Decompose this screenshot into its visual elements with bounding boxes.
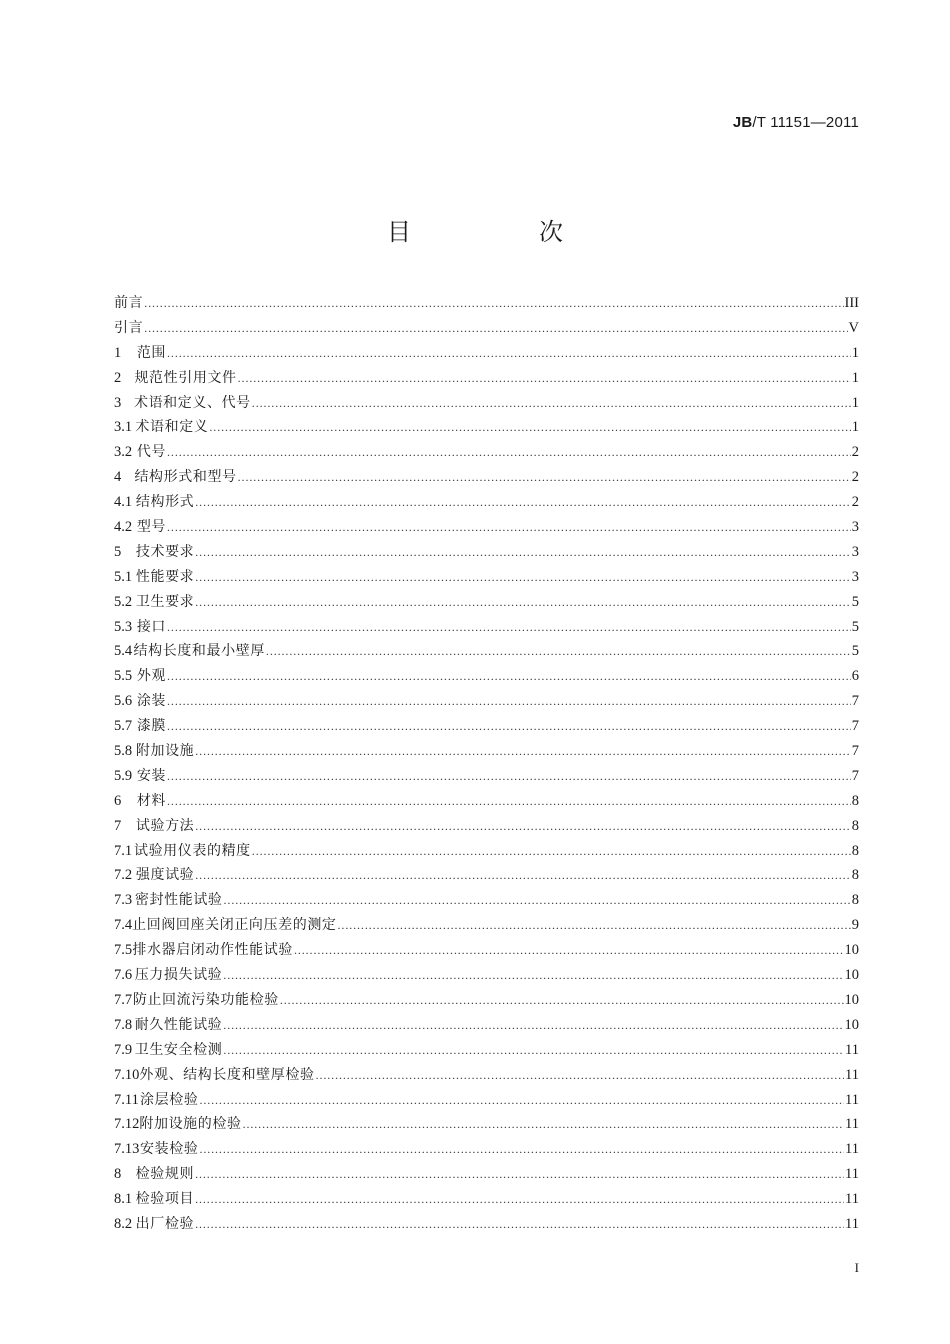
toc-entry[interactable] [114, 739, 859, 764]
toc-entry[interactable] [114, 1112, 859, 1137]
toc-entry-number: 5.6 [114, 693, 133, 710]
toc-entry-title: 漆膜 [136, 718, 167, 735]
toc-dot-leader [238, 366, 851, 391]
toc-entry-title: 耐久性能试验 [134, 1016, 223, 1033]
toc-entry-page: 8 [851, 867, 859, 884]
toc-entry[interactable] [114, 664, 859, 689]
toc-entry-title: 压力损失试验 [134, 967, 223, 984]
toc-entry-title: 材料 [136, 792, 167, 809]
toc-dot-leader [195, 739, 850, 764]
toc-dot-leader [144, 316, 847, 341]
toc-entry-number: 4.2 [114, 519, 133, 536]
toc-entry-title: 术语和定义 [135, 419, 209, 436]
toc-entry-title: 技术要求 [135, 543, 195, 560]
toc-dot-leader [195, 565, 850, 590]
toc-entry-page: 11 [845, 1141, 859, 1158]
toc-dot-leader [167, 515, 851, 540]
toc-entry-number: 7.1 [114, 842, 133, 859]
toc-dot-leader [167, 440, 851, 465]
toc-entry[interactable] [114, 1162, 859, 1187]
toc-entry-page: V [848, 319, 859, 336]
toc-entry-number: 7.13 [114, 1141, 140, 1158]
toc-entry-number: 5.3 [114, 618, 133, 635]
toc-entry-title: 结构形式和型号 [134, 469, 237, 486]
toc-entry[interactable] [114, 863, 859, 888]
toc-dot-leader [167, 664, 851, 689]
toc-entry-page: 8 [851, 792, 859, 809]
toc-entry-title: 密封性能试验 [134, 892, 223, 909]
toc-dot-leader [266, 639, 851, 664]
toc-entry-number: 5.5 [114, 668, 133, 685]
toc-entry[interactable] [114, 764, 859, 789]
toc-entry-title: 外观、结构长度和壁厚检验 [139, 1066, 315, 1083]
toc-entry-page: 11 [845, 1215, 859, 1232]
toc-entry-title: 强度试验 [135, 867, 195, 884]
toc-entry-page: 1 [851, 344, 859, 361]
toc-entry[interactable] [114, 540, 859, 565]
toc-entry-number: 5.8 [114, 743, 133, 760]
toc-entry-number: 5.1 [114, 568, 133, 585]
toc-dot-leader [243, 1112, 844, 1137]
toc-entry[interactable] [114, 490, 859, 515]
toc-dot-leader [223, 1013, 843, 1038]
toc-dot-leader [195, 490, 850, 515]
toc-entry-number: 5.9 [114, 767, 133, 784]
toc-entry-number: 3.1 [114, 419, 133, 436]
toc-entry-title: 附加设施的检验 [139, 1116, 242, 1133]
toc-entry-page: 10 [844, 942, 859, 959]
toc-entry-title: 涂装 [136, 693, 167, 710]
toc-dot-leader [195, 1212, 844, 1237]
toc-entry-number: 3.2 [114, 444, 133, 461]
toc-entry-page: 5 [851, 618, 859, 635]
toc-entry-number: 7.11 [114, 1091, 139, 1108]
toc-entry-number: 4 [114, 469, 122, 486]
toc-entry-title: 性能要求 [135, 568, 195, 585]
toc-entry[interactable] [114, 888, 859, 913]
toc-entry-page: 5 [851, 593, 859, 610]
toc-entry[interactable] [114, 615, 859, 640]
toc-entry-title: 引言 [114, 319, 144, 336]
toc-entry-number: 7.12 [114, 1116, 140, 1133]
toc-entry-page: 1 [851, 394, 859, 411]
toc-dot-leader [195, 1162, 844, 1187]
toc-entry-title: 附加设施 [135, 743, 195, 760]
toc-entry-page: 1 [851, 369, 859, 386]
toc-title: 目 次 [387, 218, 615, 246]
toc-entry-title: 范围 [136, 344, 167, 361]
toc-dot-leader [252, 839, 851, 864]
toc-entry-page: 3 [851, 568, 859, 585]
toc-entry-title: 代号 [136, 444, 167, 461]
toc-entry-number: 7.8 [114, 1016, 133, 1033]
toc-entry-page: 11 [845, 1066, 859, 1083]
toc-entry-page: 3 [851, 543, 859, 560]
toc-entry[interactable] [114, 714, 859, 739]
toc-entry-page: 8 [851, 892, 859, 909]
toc-entry-number: 7.10 [114, 1066, 140, 1083]
toc-entry[interactable] [114, 938, 859, 963]
toc-entry-title: 防止回流污染功能检验 [132, 991, 279, 1008]
toc-entry-page: 8 [851, 817, 859, 834]
toc-entry-number: 6 [114, 792, 122, 809]
toc-dot-leader [195, 1187, 844, 1212]
toc-dot-leader [280, 988, 844, 1013]
toc-entry[interactable] [114, 1212, 859, 1237]
toc-entry-number: 5.2 [114, 593, 133, 610]
toc-dot-leader [209, 415, 850, 440]
toc-entry-title: 安装检验 [140, 1141, 199, 1158]
toc-entry[interactable] [114, 465, 859, 490]
toc-entry[interactable] [114, 689, 859, 714]
toc-entry[interactable] [114, 440, 859, 465]
toc-dot-leader [224, 888, 851, 913]
toc-entry-number: 5 [114, 543, 122, 560]
toc-entry-title: 涂层检验 [140, 1091, 199, 1108]
toc-entry-title: 型号 [136, 519, 167, 536]
toc-entry-page: 11 [845, 1091, 859, 1108]
toc-dot-leader [223, 963, 843, 988]
toc-dot-leader [294, 938, 844, 963]
toc-entry-title: 止回阀回座关闭正向压差的测定 [132, 917, 337, 934]
toc-entry[interactable] [114, 565, 859, 590]
toc-entry[interactable] [114, 913, 859, 938]
toc-dot-leader [167, 341, 851, 366]
toc-entry[interactable] [114, 316, 859, 341]
toc-entry[interactable] [114, 789, 859, 814]
toc-dot-leader [199, 1088, 844, 1113]
toc-entry[interactable] [114, 814, 859, 839]
toc-entry[interactable] [114, 1187, 859, 1212]
toc-entry-title: 结构长度和最小壁厚 [133, 643, 265, 660]
toc-entry-title: 试验方法 [135, 817, 195, 834]
toc-entry-title: 检验规则 [135, 1166, 195, 1183]
toc-entry-number: 3 [114, 394, 122, 411]
toc-entry-page: 10 [844, 1016, 859, 1033]
page-number: I [854, 1260, 859, 1275]
toc-entry[interactable] [114, 1137, 859, 1162]
toc-entry-page: 7 [851, 767, 859, 784]
toc-entry[interactable] [114, 1013, 859, 1038]
standard-code-prefix: JB [732, 114, 753, 131]
toc-entry-title: 结构形式 [135, 494, 195, 511]
toc-dot-leader [195, 540, 850, 565]
toc-dot-leader [195, 814, 850, 839]
toc-entry-title: 术语和定义、代号 [133, 394, 251, 411]
toc-entry-page: 10 [844, 967, 859, 984]
toc-entry-title: 规范性引用文件 [134, 369, 237, 386]
toc-entry-number: 5.7 [114, 718, 133, 735]
toc-entry-title: 出厂检验 [135, 1215, 195, 1232]
toc-dot-leader [238, 465, 851, 490]
toc-entry-number: 8 [114, 1166, 122, 1183]
toc-entry-number: 7.7 [114, 991, 133, 1008]
toc-entry-number: 8.2 [114, 1215, 133, 1232]
toc-entry-title: 试验用仪表的精度 [133, 842, 251, 859]
toc-entry-number: 8.1 [114, 1191, 133, 1208]
toc-entry-number: 1 [114, 344, 122, 361]
toc-dot-leader [252, 391, 851, 416]
toc-entry[interactable] [114, 391, 859, 416]
toc-entry-page: 2 [851, 444, 859, 461]
toc-dot-leader [195, 863, 850, 888]
toc-entry-page: 1 [851, 419, 859, 436]
toc-dot-leader [199, 1137, 844, 1162]
toc-entry-title: 排水器启闭动作性能试验 [132, 942, 293, 959]
toc-entry-number: 7.4 [114, 917, 133, 934]
toc-entry-page: 5 [851, 643, 859, 660]
toc-entry-title: 前言 [114, 295, 144, 311]
toc-entry-number: 7.9 [114, 1041, 133, 1058]
toc-entry-page: 11 [845, 1191, 859, 1208]
toc-entry-number: 4.1 [114, 494, 133, 511]
toc-entry[interactable] [114, 366, 859, 391]
toc-entry-page: III [844, 295, 859, 311]
toc-dot-leader [167, 764, 851, 789]
toc-entry[interactable] [114, 963, 859, 988]
toc-entry-page: 8 [851, 842, 859, 859]
toc-entry-number: 7.6 [114, 967, 133, 984]
toc-entry-page: 3 [851, 519, 859, 536]
toc-dot-leader [167, 714, 851, 739]
toc-entry[interactable] [114, 415, 859, 440]
toc-entry[interactable] [114, 839, 859, 864]
toc-entry[interactable] [114, 1063, 859, 1088]
toc-entry[interactable] [114, 1038, 859, 1063]
toc-entry-title: 卫生要求 [135, 593, 195, 610]
toc-entry-page: 11 [845, 1166, 859, 1183]
toc-entry-title: 接口 [136, 618, 167, 635]
toc-entry[interactable] [114, 1088, 859, 1113]
toc-entry-page: 2 [851, 469, 859, 486]
toc-dot-leader [167, 615, 851, 640]
table-of-contents [114, 291, 859, 1237]
toc-entry-number: 5.4 [114, 643, 133, 660]
toc-entry[interactable] [114, 515, 859, 540]
toc-entry-number: 7.5 [114, 942, 133, 959]
toc-entry-page: 7 [851, 743, 859, 760]
toc-dot-leader [167, 689, 851, 714]
toc-entry[interactable] [114, 291, 859, 316]
toc-entry-page: 7 [851, 718, 859, 735]
toc-entry-page: 7 [851, 693, 859, 710]
toc-entry[interactable] [114, 590, 859, 615]
toc-entry-title: 检验项目 [135, 1191, 195, 1208]
standard-code [733, 114, 859, 131]
toc-dot-leader [316, 1063, 844, 1088]
toc-entry[interactable] [114, 341, 859, 366]
toc-entry-page: 11 [845, 1116, 859, 1133]
standard-code-suffix: /T 11151—2011 [752, 114, 859, 131]
toc-dot-leader [167, 789, 851, 814]
toc-entry-number: 7.2 [114, 867, 133, 884]
toc-entry[interactable] [114, 639, 859, 664]
toc-entry-title: 安装 [136, 767, 167, 784]
toc-dot-leader [195, 590, 850, 615]
toc-dot-leader [144, 291, 843, 316]
toc-dot-leader [338, 913, 851, 938]
toc-entry-number: 2 [114, 369, 122, 386]
toc-entry-page: 11 [845, 1041, 859, 1058]
toc-entry[interactable] [114, 988, 859, 1013]
toc-entry-page: 10 [844, 991, 859, 1008]
toc-entry-page: 6 [851, 668, 859, 685]
toc-entry-title: 外观 [136, 668, 167, 685]
toc-entry-number: 7 [114, 817, 122, 834]
toc-entry-number: 7.3 [114, 892, 133, 909]
toc-entry-title: 卫生安全检测 [134, 1041, 223, 1058]
toc-entry-page: 9 [851, 917, 859, 934]
toc-entry-page: 2 [851, 494, 859, 511]
toc-dot-leader [223, 1038, 844, 1063]
